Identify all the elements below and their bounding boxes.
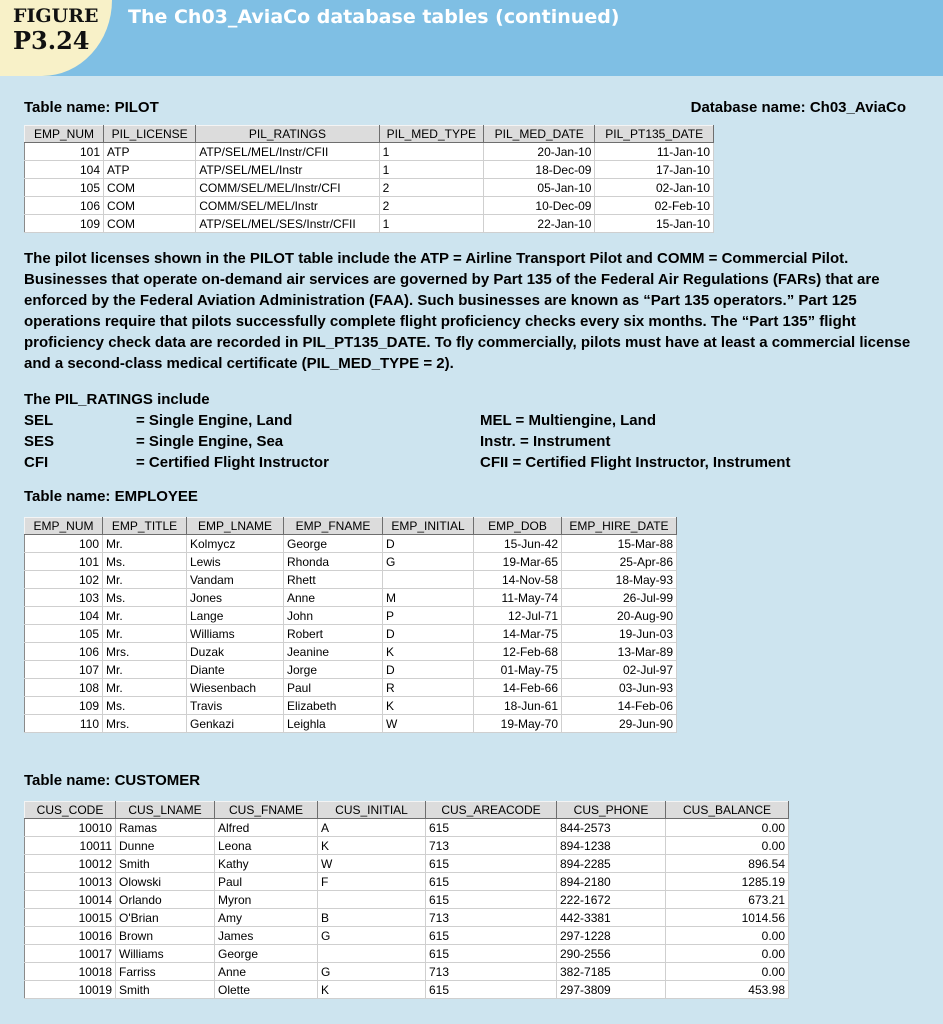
column-header: EMP_DOB	[474, 518, 562, 535]
table-row	[25, 215, 714, 233]
column-header: CUS_CODE	[25, 802, 116, 819]
table-cell: Anne	[215, 963, 318, 981]
table-cell: 894-1238	[557, 837, 666, 855]
table-row	[25, 161, 714, 179]
table-cell: Ramas	[116, 819, 215, 837]
table-cell: 615	[426, 981, 557, 999]
table-cell: Amy	[215, 909, 318, 927]
table-row	[25, 589, 677, 607]
table-cell: 894-2180	[557, 873, 666, 891]
table-cell: 20-Jan-10	[483, 143, 594, 161]
table-cell: Farriss	[116, 963, 215, 981]
table-cell	[318, 891, 426, 909]
table-cell: R	[383, 679, 474, 697]
table-cell: 109	[25, 697, 103, 715]
table-cell: K	[318, 981, 426, 999]
table-cell: ATP/SEL/MEL/Instr/CFII	[196, 143, 379, 161]
table-cell: COM	[104, 215, 196, 233]
table-cell: Genkazi	[187, 715, 284, 733]
column-header: CUS_FNAME	[215, 802, 318, 819]
table-cell: 105	[25, 625, 103, 643]
table-cell: George	[284, 535, 383, 553]
table-cell: 0.00	[666, 927, 789, 945]
table-row	[25, 607, 677, 625]
table-cell: Leighla	[284, 715, 383, 733]
table-cell: Anne	[284, 589, 383, 607]
table-cell: 615	[426, 819, 557, 837]
table-cell: 18-May-93	[562, 571, 677, 589]
column-header: PIL_RATINGS	[196, 126, 379, 143]
table-cell: Olowski	[116, 873, 215, 891]
table-cell: 713	[426, 909, 557, 927]
table-cell: 10015	[25, 909, 116, 927]
table-cell: 13-Mar-89	[562, 643, 677, 661]
table-cell: A	[318, 819, 426, 837]
table-cell: 10014	[25, 891, 116, 909]
table-cell: Mr.	[103, 661, 187, 679]
table-cell: Ms.	[103, 589, 187, 607]
rating-instr: Instr. = Instrument	[480, 433, 611, 450]
table-cell: 1	[379, 143, 483, 161]
column-header: PIL_MED_TYPE	[379, 126, 483, 143]
table-cell: 10010	[25, 819, 116, 837]
column-header: EMP_NUM	[25, 126, 104, 143]
table-cell: 382-7185	[557, 963, 666, 981]
table-cell: 713	[426, 963, 557, 981]
table-cell: 10013	[25, 873, 116, 891]
table-cell: 02-Feb-10	[595, 197, 714, 215]
figure-title: The Ch03_AviaCo database tables (continued)	[128, 6, 620, 28]
table-cell: Smith	[116, 981, 215, 999]
table-cell: Leona	[215, 837, 318, 855]
database-name-label: Database name: Ch03_AviaCo	[690, 99, 906, 116]
table-cell: James	[215, 927, 318, 945]
table-cell: 896.54	[666, 855, 789, 873]
table-cell: D	[383, 661, 474, 679]
table-cell: ATP	[104, 161, 196, 179]
rating-desc-ses: = Single Engine, Sea	[136, 433, 284, 450]
table-row	[25, 535, 677, 553]
table-cell: Kathy	[215, 855, 318, 873]
column-header: PIL_PT135_DATE	[595, 126, 714, 143]
rating-code-sel: SEL	[24, 412, 54, 429]
table-cell: 844-2573	[557, 819, 666, 837]
table-cell: Smith	[116, 855, 215, 873]
table-cell: 290-2556	[557, 945, 666, 963]
table-cell: B	[318, 909, 426, 927]
table-cell: 26-Jul-99	[562, 589, 677, 607]
table-cell: Mr.	[103, 679, 187, 697]
table-cell: ATP/SEL/MEL/Instr	[196, 161, 379, 179]
table-row	[25, 873, 789, 891]
table-cell: Mr.	[103, 625, 187, 643]
column-header: EMP_NUM	[25, 518, 103, 535]
table-cell: 14-Feb-06	[562, 697, 677, 715]
table-cell: 107	[25, 661, 103, 679]
table-cell: 615	[426, 891, 557, 909]
table-cell: 2	[379, 197, 483, 215]
table-cell: 02-Jan-10	[595, 179, 714, 197]
table-row	[25, 143, 714, 161]
table-cell: Diante	[187, 661, 284, 679]
table-cell: P	[383, 607, 474, 625]
table-cell: 100	[25, 535, 103, 553]
table-row	[25, 571, 677, 589]
table-cell: 1285.19	[666, 873, 789, 891]
table-cell: 673.21	[666, 891, 789, 909]
table-cell: Lewis	[187, 553, 284, 571]
rating-code-ses: SES	[24, 433, 55, 450]
table-cell: 108	[25, 679, 103, 697]
table-cell: George	[215, 945, 318, 963]
rating-mel: MEL = Multiengine, Land	[480, 412, 656, 429]
table-row	[25, 927, 789, 945]
rating-desc-sel: = Single Engine, Land	[136, 412, 293, 429]
table-cell: 101	[25, 553, 103, 571]
table-cell: 10018	[25, 963, 116, 981]
table-cell: D	[383, 535, 474, 553]
rating-desc-cfi: = Certified Flight Instructor	[136, 454, 329, 471]
table-cell: 106	[25, 643, 103, 661]
table-cell: Jones	[187, 589, 284, 607]
table-row	[25, 855, 789, 873]
column-header: PIL_MED_DATE	[483, 126, 594, 143]
table-cell: Myron	[215, 891, 318, 909]
table-row	[25, 945, 789, 963]
column-header: CUS_BALANCE	[666, 802, 789, 819]
table-cell: Mr.	[103, 535, 187, 553]
table-cell: 18-Dec-09	[483, 161, 594, 179]
table-cell	[318, 945, 426, 963]
table-cell: 103	[25, 589, 103, 607]
table-row	[25, 819, 789, 837]
table-cell: K	[318, 837, 426, 855]
table-cell: D	[383, 625, 474, 643]
table-row	[25, 963, 789, 981]
table-cell: 615	[426, 873, 557, 891]
table-cell: O'Brian	[116, 909, 215, 927]
table-cell: 15-Mar-88	[562, 535, 677, 553]
table-cell: 0.00	[666, 945, 789, 963]
column-header: CUS_PHONE	[557, 802, 666, 819]
table-cell: 615	[426, 945, 557, 963]
table-cell: G	[318, 963, 426, 981]
table-cell: Alfred	[215, 819, 318, 837]
table-cell: 11-Jan-10	[595, 143, 714, 161]
table-cell: 0.00	[666, 963, 789, 981]
table-cell: 29-Jun-90	[562, 715, 677, 733]
column-header: EMP_FNAME	[284, 518, 383, 535]
table-cell: 713	[426, 837, 557, 855]
table-cell: 19-Jun-03	[562, 625, 677, 643]
table-cell: Ms.	[103, 697, 187, 715]
table-cell: 101	[25, 143, 104, 161]
table-cell	[383, 571, 474, 589]
table-row	[25, 643, 677, 661]
table-cell: 453.98	[666, 981, 789, 999]
table-cell: COM	[104, 197, 196, 215]
table-cell: 615	[426, 855, 557, 873]
table-cell: 15-Jan-10	[595, 215, 714, 233]
table-cell: 1	[379, 161, 483, 179]
table-cell: 109	[25, 215, 104, 233]
table-cell: Mrs.	[103, 643, 187, 661]
table-cell: 20-Aug-90	[562, 607, 677, 625]
table-cell: G	[383, 553, 474, 571]
table-cell: 0.00	[666, 819, 789, 837]
table-cell: 18-Jun-61	[474, 697, 562, 715]
ratings-heading: The PIL_RATINGS include	[24, 391, 210, 408]
table-cell: Orlando	[116, 891, 215, 909]
table-cell: 106	[25, 197, 104, 215]
customer-table	[24, 801, 789, 999]
table-cell: Ms.	[103, 553, 187, 571]
table-cell: 615	[426, 927, 557, 945]
table-row	[25, 837, 789, 855]
table-cell: 12-Jul-71	[474, 607, 562, 625]
table-cell: Jorge	[284, 661, 383, 679]
table-row	[25, 197, 714, 215]
customer-table-label: Table name: CUSTOMER	[24, 772, 201, 789]
table-cell: 222-1672	[557, 891, 666, 909]
table-cell: 10011	[25, 837, 116, 855]
column-header: EMP_LNAME	[187, 518, 284, 535]
table-cell: 1014.56	[666, 909, 789, 927]
table-cell: 297-3809	[557, 981, 666, 999]
employee-table	[24, 517, 677, 733]
figure-number: P3.24	[13, 26, 90, 55]
table-cell: Jeanine	[284, 643, 383, 661]
table-row	[25, 697, 677, 715]
table-row	[25, 981, 789, 999]
table-cell: Wiesenbach	[187, 679, 284, 697]
table-cell: Dunne	[116, 837, 215, 855]
table-cell: Williams	[187, 625, 284, 643]
column-header: CUS_LNAME	[116, 802, 215, 819]
table-cell: Kolmycz	[187, 535, 284, 553]
table-cell: COMM/SEL/MEL/Instr	[196, 197, 379, 215]
figure-word: FIGURE	[13, 5, 99, 27]
table-cell: 110	[25, 715, 103, 733]
table-cell: 2	[379, 179, 483, 197]
rating-code-cfi: CFI	[24, 454, 49, 471]
table-cell: 19-May-70	[474, 715, 562, 733]
table-cell: 03-Jun-93	[562, 679, 677, 697]
table-cell: 14-Mar-75	[474, 625, 562, 643]
table-cell: Mr.	[103, 607, 187, 625]
table-cell: 442-3381	[557, 909, 666, 927]
table-cell: 01-May-75	[474, 661, 562, 679]
table-cell: 14-Nov-58	[474, 571, 562, 589]
table-cell: 17-Jan-10	[595, 161, 714, 179]
table-cell: 104	[25, 607, 103, 625]
table-cell: W	[383, 715, 474, 733]
table-cell: Paul	[215, 873, 318, 891]
table-cell: Mrs.	[103, 715, 187, 733]
table-cell: Olette	[215, 981, 318, 999]
table-cell: 02-Jul-97	[562, 661, 677, 679]
pilot-table	[24, 125, 714, 233]
table-cell: 1	[379, 215, 483, 233]
table-row	[25, 553, 677, 571]
table-cell: K	[383, 643, 474, 661]
table-cell: M	[383, 589, 474, 607]
table-cell: ATP	[104, 143, 196, 161]
table-cell: 10016	[25, 927, 116, 945]
employee-header-row	[25, 518, 677, 535]
table-row	[25, 891, 789, 909]
table-cell: COM	[104, 179, 196, 197]
table-row	[25, 179, 714, 197]
table-cell: 25-Apr-86	[562, 553, 677, 571]
table-cell: 14-Feb-66	[474, 679, 562, 697]
table-cell: 11-May-74	[474, 589, 562, 607]
table-cell: G	[318, 927, 426, 945]
table-cell: K	[383, 697, 474, 715]
table-cell: Vandam	[187, 571, 284, 589]
column-header: CUS_AREACODE	[426, 802, 557, 819]
table-row	[25, 715, 677, 733]
table-cell: Duzak	[187, 643, 284, 661]
column-header: EMP_TITLE	[103, 518, 187, 535]
table-cell: 102	[25, 571, 103, 589]
table-cell: Travis	[187, 697, 284, 715]
table-cell: John	[284, 607, 383, 625]
table-cell: 297-1228	[557, 927, 666, 945]
employee-table-label: Table name: EMPLOYEE	[24, 488, 198, 505]
table-cell: Brown	[116, 927, 215, 945]
rating-cfii: CFII = Certified Flight Instructor, Instrument	[480, 454, 791, 471]
table-cell: 10-Dec-09	[483, 197, 594, 215]
table-cell: Robert	[284, 625, 383, 643]
table-cell: 15-Jun-42	[474, 535, 562, 553]
table-cell: Rhett	[284, 571, 383, 589]
table-cell: 10019	[25, 981, 116, 999]
table-cell: 22-Jan-10	[483, 215, 594, 233]
table-cell: Rhonda	[284, 553, 383, 571]
table-cell: 104	[25, 161, 104, 179]
table-cell: Williams	[116, 945, 215, 963]
table-cell: 12-Feb-68	[474, 643, 562, 661]
table-row	[25, 679, 677, 697]
pilot-licenses-paragraph: The pilot licenses shown in the PILOT table include the ATP = Airline Transport Pilot and COMM = Commercial Pilot. Businesses that operate on-demand air services are governed by Part 135 of the Federal Air Regulations (FARs) that are enforced by the Federal Aviation Administration (FAA). Such businesses are known as “Part 135 operators.” Part 125 operations require that pilots successfully complete flight proficiency checks every six months. The “Part 135” flight proficiency check data are recorded in PIL_PT135_DATE. To fly commercially, pilots must have at least a commercial license and a second-class medical certificate (PIL_MED_TYPE = 2).	[24, 250, 911, 372]
table-cell: COMM/SEL/MEL/Instr/CFI	[196, 179, 379, 197]
table-cell: Lange	[187, 607, 284, 625]
table-cell: 0.00	[666, 837, 789, 855]
figure-label	[13, 6, 98, 55]
table-cell: 105	[25, 179, 104, 197]
table-cell: Mr.	[103, 571, 187, 589]
table-cell: Elizabeth	[284, 697, 383, 715]
table-cell: W	[318, 855, 426, 873]
table-cell: 894-2285	[557, 855, 666, 873]
table-cell: 10012	[25, 855, 116, 873]
customer-header-row	[25, 802, 789, 819]
pilot-table-label: Table name: PILOT	[24, 99, 159, 116]
table-cell: 19-Mar-65	[474, 553, 562, 571]
table-row	[25, 909, 789, 927]
table-row	[25, 661, 677, 679]
column-header: EMP_INITIAL	[383, 518, 474, 535]
table-cell: ATP/SEL/MEL/SES/Instr/CFII	[196, 215, 379, 233]
pilot-header-row	[25, 126, 714, 143]
table-cell: F	[318, 873, 426, 891]
table-cell: 10017	[25, 945, 116, 963]
table-row	[25, 625, 677, 643]
column-header: CUS_INITIAL	[318, 802, 426, 819]
column-header: PIL_LICENSE	[104, 126, 196, 143]
table-cell: 05-Jan-10	[483, 179, 594, 197]
column-header: EMP_HIRE_DATE	[562, 518, 677, 535]
table-cell: Paul	[284, 679, 383, 697]
